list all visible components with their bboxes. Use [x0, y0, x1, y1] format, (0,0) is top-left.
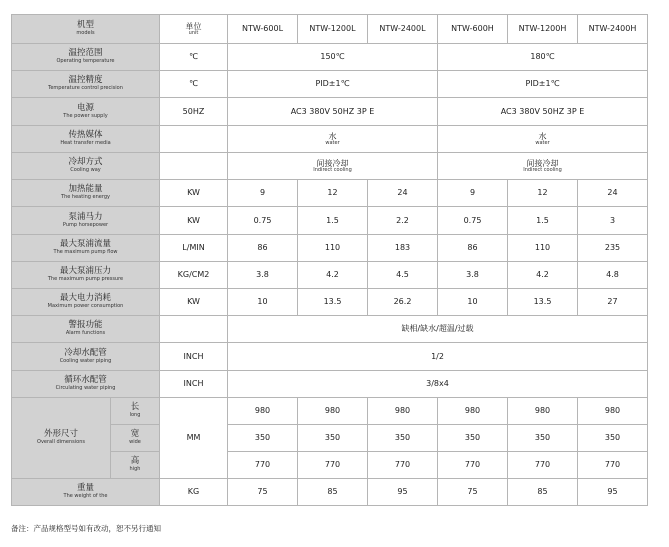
value-cell: 350	[438, 425, 508, 452]
row-pump-flow	[12, 235, 648, 262]
value-cell-h	[438, 153, 648, 180]
row-label	[12, 316, 160, 343]
value-en: Indirect cooling	[313, 166, 352, 173]
spec-table	[11, 14, 648, 506]
row-label	[12, 343, 160, 371]
value-cell: 86	[438, 235, 508, 262]
unit-cell: KW	[160, 180, 228, 207]
label-en: Heat transfer media	[60, 140, 111, 146]
row-heating	[12, 180, 648, 207]
label-en: Circulating water piping	[55, 385, 116, 391]
row-pump-pressure	[12, 262, 648, 289]
row-media	[12, 126, 648, 153]
row-label	[12, 207, 160, 235]
row-temp-precision	[12, 71, 648, 98]
label-cn: 温控范围	[68, 48, 103, 59]
value-cell: 0.75	[228, 207, 298, 235]
value-cell: 85	[508, 479, 578, 506]
value-cell: 95	[368, 479, 438, 506]
value-cell: 86	[228, 235, 298, 262]
value-en: water	[325, 139, 340, 146]
row-cooling	[12, 153, 648, 180]
value-cell: 24	[578, 180, 648, 207]
value-cell: 3.8	[228, 262, 298, 289]
value-cell: 1.5	[298, 207, 368, 235]
value-cn: 间接冷却	[526, 158, 559, 168]
label-en: Cooling way	[70, 167, 101, 173]
label-en: Pump horsepower	[62, 221, 109, 228]
row-label	[12, 44, 160, 71]
value-cell: 13.5	[508, 289, 578, 316]
label-cn: 重量	[76, 483, 94, 494]
value-cell: 75	[228, 479, 298, 506]
row-label	[12, 126, 160, 153]
label-cn: 冷却水配管	[64, 347, 107, 358]
value-cell: 26.2	[368, 289, 438, 316]
label-en: Temperature control precision	[48, 85, 123, 91]
value-cell-l	[228, 126, 438, 153]
value-cell: 4.5	[368, 262, 438, 289]
header-unit	[160, 15, 228, 44]
model-header: NTW-600L	[228, 15, 298, 44]
value-en: Indirect cooling	[523, 166, 562, 173]
value-cell: 350	[578, 425, 648, 452]
label-cn: 冷却方式	[68, 157, 103, 168]
label-cn: 最大泵浦流量	[59, 239, 111, 250]
value-cell-h: PID±1℃	[438, 71, 648, 98]
label-en: The power supply	[63, 112, 108, 119]
label-cn: 循环水配管	[64, 375, 107, 386]
value-cell: 24	[368, 180, 438, 207]
value-cell-l: 150℃	[228, 44, 438, 71]
label-en: The maximum pump flow	[53, 249, 118, 255]
unit-cell: ℃	[160, 44, 228, 71]
unit-cell	[160, 126, 228, 153]
value-cell: 110	[298, 235, 368, 262]
label-cn: 高	[130, 456, 140, 467]
value-cell: 980	[508, 398, 578, 425]
value-cell: 75	[438, 479, 508, 506]
value-cell: 770	[298, 452, 368, 479]
row-label	[12, 235, 160, 262]
unit-cell: KG	[160, 479, 228, 506]
row-label	[12, 262, 160, 289]
sub-label	[111, 452, 160, 479]
value-cell: 12	[508, 180, 578, 207]
label-en: The heating energy	[61, 194, 110, 200]
value-cell: 2.2	[368, 207, 438, 235]
row-label	[12, 98, 160, 126]
value-cell: 85	[298, 479, 368, 506]
label-cn: 宽	[130, 429, 140, 440]
spec-table-container	[11, 14, 648, 506]
sub-label	[111, 425, 160, 452]
row-pump-hp	[12, 207, 648, 235]
label-cn: 传热媒体	[68, 130, 103, 141]
value-cell-h: 180℃	[438, 44, 648, 71]
value-cell: 3	[578, 207, 648, 235]
model-header: NTW-1200L	[298, 15, 368, 44]
header-row	[12, 15, 648, 44]
value-cell: 27	[578, 289, 648, 316]
row-cooling-pipe	[12, 343, 648, 371]
value-cell: 12	[298, 180, 368, 207]
unit-cell: KG/CM2	[160, 262, 228, 289]
label-cn: 最大电力消耗	[59, 293, 111, 304]
unit-cell: L/MIN	[160, 235, 228, 262]
unit-cell: ℃	[160, 71, 228, 98]
header-model-cn: 机型	[76, 20, 94, 31]
value-cell: 980	[228, 398, 298, 425]
value-cell: 235	[578, 235, 648, 262]
value-cell-h: AC3 380V 50HZ 3P E	[438, 98, 648, 126]
value-cell: 350	[298, 425, 368, 452]
row-label	[12, 371, 160, 398]
unit-cell: 50HZ	[160, 98, 228, 126]
label-en: Cooling water piping	[59, 357, 112, 364]
label-en: long	[129, 412, 141, 418]
unit-cell: MM	[160, 398, 228, 479]
value-cell: 3/8x4	[228, 371, 648, 398]
value-cell: 980	[368, 398, 438, 425]
label-en: Alarm functions	[65, 330, 106, 336]
value-cell: 0.75	[438, 207, 508, 235]
value-cell: 110	[508, 235, 578, 262]
label-cn: 长	[130, 402, 140, 413]
footnote: 备注：产品规格型号如有改动，恕不另行通知	[11, 524, 161, 533]
header-model-label	[12, 15, 160, 44]
value-cell: 770	[508, 452, 578, 479]
model-header: NTW-1200H	[508, 15, 578, 44]
label-cn: 外形尺寸	[43, 429, 78, 440]
label-en: Operating temperature	[56, 58, 115, 64]
row-label	[12, 180, 160, 207]
sub-label	[111, 398, 160, 425]
value-cell-h	[438, 126, 648, 153]
value-cell: 350	[368, 425, 438, 452]
row-alarm	[12, 316, 648, 343]
value-cn: 水	[538, 131, 547, 141]
label-en: Overall dimensions	[37, 439, 85, 445]
value-en: water	[535, 139, 550, 146]
unit-cell: INCH	[160, 343, 228, 371]
row-label	[12, 479, 160, 506]
value-cell: 770	[228, 452, 298, 479]
header-unit-cn: 单位	[185, 21, 202, 31]
value-cell: 13.5	[298, 289, 368, 316]
value-cell: 350	[228, 425, 298, 452]
value-cell: 3.8	[438, 262, 508, 289]
label-en: Maximum power consumption	[47, 303, 124, 309]
value-cell: 770	[438, 452, 508, 479]
label-cn: 泵浦马力	[68, 211, 103, 222]
label-en: The maximum pump pressure	[47, 276, 124, 282]
label-cn: 加热能量	[68, 184, 103, 195]
row-dims-length	[12, 398, 648, 425]
value-cell: 980	[578, 398, 648, 425]
row-temp-range	[12, 44, 648, 71]
row-circ-pipe	[12, 371, 648, 398]
header-model-en: models	[76, 30, 95, 36]
value-cell: 9	[438, 180, 508, 207]
value-cell-l: AC3 380V 50HZ 3P E	[228, 98, 438, 126]
label-cn: 温控精度	[68, 75, 103, 86]
value-cell: 缺相/缺水/超温/过载	[228, 316, 648, 343]
value-cell: 4.2	[508, 262, 578, 289]
model-header: NTW-2400L	[368, 15, 438, 44]
value-cell: 350	[508, 425, 578, 452]
value-cell: 183	[368, 235, 438, 262]
value-cell-l	[228, 153, 438, 180]
value-cell: 10	[438, 289, 508, 316]
value-cn: 水	[328, 131, 337, 141]
model-header: NTW-2400H	[578, 15, 648, 44]
value-cell: 95	[578, 479, 648, 506]
unit-cell	[160, 316, 228, 343]
value-cell-l: PID±1℃	[228, 71, 438, 98]
row-label	[12, 153, 160, 180]
value-cell: 980	[298, 398, 368, 425]
unit-cell: KW	[160, 289, 228, 316]
row-power-consumption	[12, 289, 648, 316]
label-en: wide	[129, 439, 141, 445]
row-weight	[12, 479, 648, 506]
label-en: The weight of the	[63, 493, 108, 499]
unit-cell: KW	[160, 207, 228, 235]
label-cn: 电源	[76, 102, 94, 113]
value-cell: 1.5	[508, 207, 578, 235]
label-en: high	[129, 466, 141, 472]
value-cell: 1/2	[228, 343, 648, 371]
label-cn: 最大泵浦压力	[59, 266, 111, 277]
header-unit-en: unit	[188, 29, 199, 36]
row-label	[12, 289, 160, 316]
unit-cell: INCH	[160, 371, 228, 398]
unit-cell	[160, 153, 228, 180]
value-cell: 10	[228, 289, 298, 316]
label-cn: 警报功能	[68, 320, 103, 331]
row-label	[12, 398, 111, 479]
value-cell: 9	[228, 180, 298, 207]
value-cell: 980	[438, 398, 508, 425]
row-power-supply	[12, 98, 648, 126]
value-cell: 770	[578, 452, 648, 479]
model-header: NTW-600H	[438, 15, 508, 44]
value-cn: 间接冷却	[316, 158, 349, 168]
row-label	[12, 71, 160, 98]
value-cell: 4.2	[298, 262, 368, 289]
value-cell: 770	[368, 452, 438, 479]
value-cell: 4.8	[578, 262, 648, 289]
